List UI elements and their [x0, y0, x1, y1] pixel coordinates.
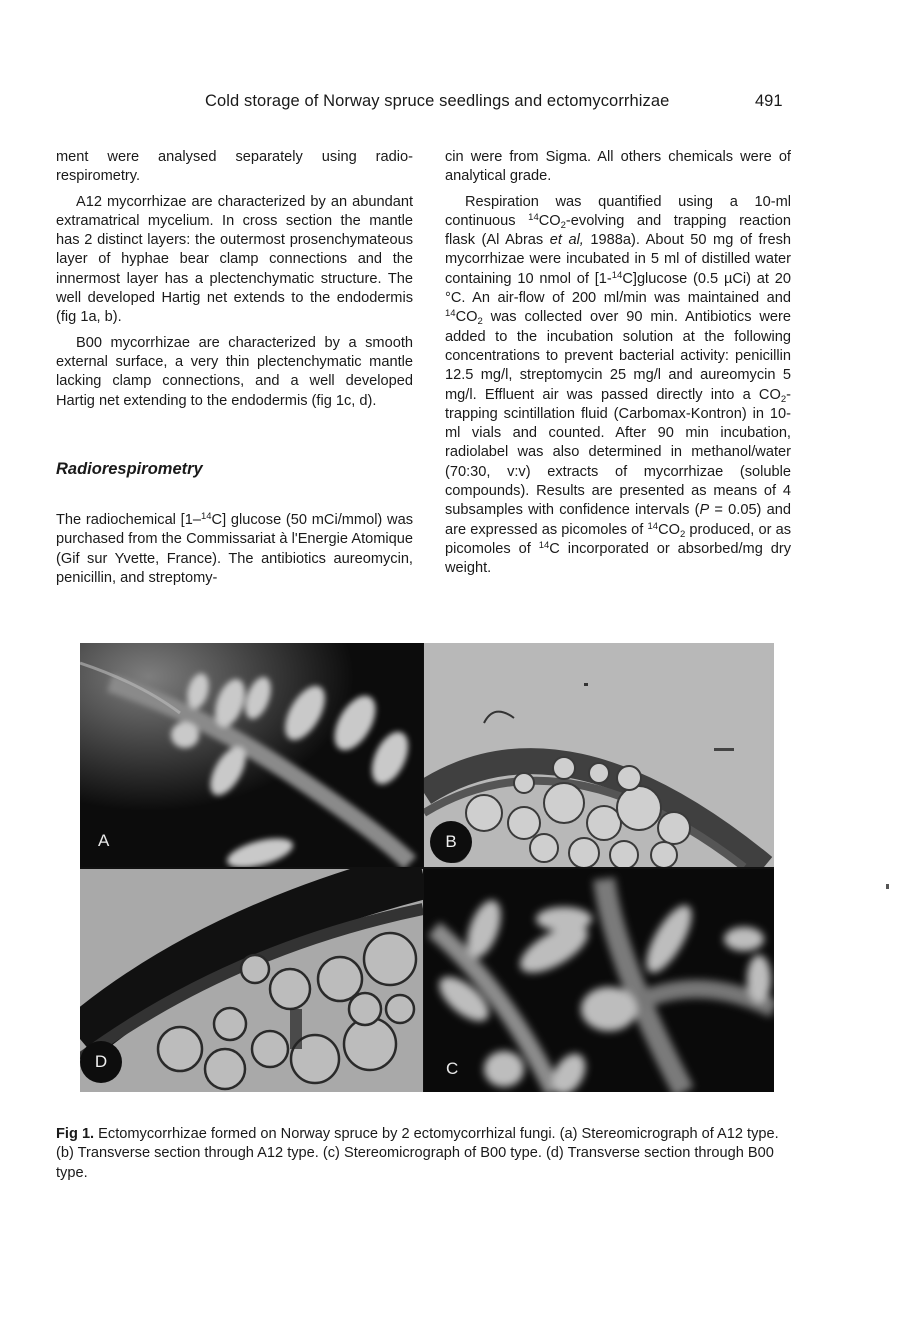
paragraph-b00: B00 mycorrhizae are characterized by a smooth external surface, a very thin plectenchymatic mantle lacking clamp connections, and a well developed Hartig net extending to the endodermis (fig 1c, d).: [56, 334, 413, 409]
text-run: CO: [658, 521, 680, 538]
text-run: C]glucose (0.5 µCi) at 20 °C. An air-flow of 200 ml/min was maintained and: [445, 270, 791, 307]
text-run: -evolving and trapping reaction flask (Al Abras: [445, 212, 791, 249]
subscript: 2: [477, 316, 483, 328]
running-title: Cold storage of Norway spruce seedlings and ectomycorrhizae: [205, 92, 670, 110]
superscript: 14: [200, 511, 212, 523]
superscript: 14: [538, 539, 550, 551]
subscript: 2: [560, 219, 566, 231]
page-number: 491: [755, 92, 783, 110]
subscript: 2: [679, 528, 686, 540]
text-run: C incorporated or absorbed/mg dry weight.: [445, 540, 791, 577]
superscript: 14: [445, 308, 456, 320]
panel-label-c: C: [446, 1059, 459, 1078]
text-run: CO: [455, 309, 478, 326]
text-run: C] glucose (50 mCi/mmol) was purchased from the Commissariat à l'Energie Atomique (Gif sur Yvette, France). The antibiotics aureomycin, penicillin, and streptomy-: [56, 512, 413, 587]
paragraph: cin were from Sigma. All others chemicals were of analytical grade.: [445, 149, 791, 185]
text-run: CO: [538, 212, 561, 229]
figure-1: [80, 643, 774, 1092]
italic-text: et al,: [549, 232, 584, 249]
scan-speck: [886, 884, 889, 889]
panel-label-b: B: [430, 821, 472, 863]
micrograph-panel-a: [80, 643, 423, 867]
panel-label-a: A: [98, 831, 110, 850]
text-run: = 0.05) and are expressed as picomoles of: [445, 502, 791, 538]
right-column: [445, 148, 791, 585]
text-run: Respiration was quantified using a 10-ml continuous: [445, 193, 791, 229]
micrograph-panel-b: [424, 643, 774, 867]
superscript: 14: [611, 269, 623, 281]
figure-caption: [56, 1125, 791, 1183]
micrograph-panel-d: [80, 869, 423, 1092]
subscript: 2: [780, 393, 787, 405]
paragraph-a12: A12 mycorrhizae are characterized by an abundant extramatrical mycelium. In cross section the mantle has 2 distinct layers: the outermost prosenchymateous layer of hyphae bear clamp connections and the innermost layer has a plectenchymatic structure. The well developed Hartig net extends to the endodermis (fig 1a, b).: [56, 193, 413, 326]
italic-text: P: [699, 502, 710, 519]
micrograph-panel-c: [424, 869, 774, 1092]
caption-text: Ectomycorrhizae formed on Norway spruce by 2 ectomycorrhizal fungi. (a) Stereomicrograph of A12 type. (b) Transverse section through A12 type. (c) Stereomicrograph of B00 type. (d) Transverse section through B00 type.: [56, 1126, 779, 1181]
text-run: 1988a). About 50 mg of fresh mycorrhizae were incubated in 5 ml of distilled water containing 10 nmol of [1-: [445, 232, 792, 287]
superscript: 14: [528, 211, 539, 223]
text-run: -trapping scintillation fluid (Carbomax-Kontron) in 10-ml vials and counted. After 90 min incubation, radiolabel was also determined in methanol/water (70:30, v:v) extracts of mycorrhizae (soluble compounds). Results are presented as means of 4 subsamples with confidence intervals (: [445, 386, 791, 519]
section-heading: Radiorespirometry: [56, 459, 203, 478]
text-run: produced, or as picomoles of: [445, 521, 792, 557]
superscript: 14: [647, 520, 659, 532]
caption-label: Fig 1.: [56, 1126, 95, 1142]
paragraph-respiration: [445, 193, 791, 579]
text-run: The radiochemical [1–: [56, 512, 201, 529]
paragraph: ment were analysed separately using radio-respirometry.: [56, 149, 413, 185]
paragraph-radiochemical: [56, 511, 413, 588]
text-run: was collected over 90 min. Antibiotics were added to the incubation solution at the following concentrations to prevent bacterial activity: penicillin 12.5 mg/l, streptomycin 25 mg/l and aureomycin 5 mg/l. Effluent air was passed directly into a CO: [445, 309, 791, 403]
panel-label-d: D: [80, 1041, 122, 1083]
left-column: [56, 148, 413, 594]
